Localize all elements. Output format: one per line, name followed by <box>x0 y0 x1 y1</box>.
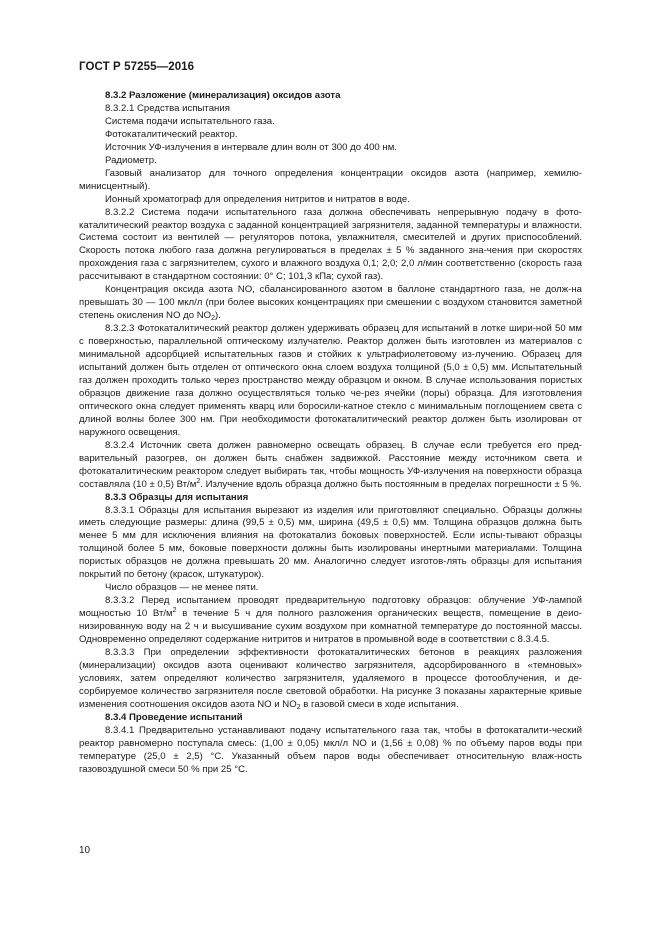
paragraph <box>79 440 582 492</box>
section-heading: 8.3.4 Проведение испытаний <box>105 711 243 723</box>
superscript: 2 <box>196 477 201 485</box>
subscript: 2 <box>211 315 216 323</box>
text-run: Концентрация оксида азота NO, сбалансированного азотом в баллоне стандартного газа, не долж-на превышать 30 — 100 мкл/л (при более высоких концентрациях при смешении с воздухом становится заметной степень окисления NO до NO <box>79 284 582 322</box>
list-item: Фотокаталитический реактор. <box>105 128 238 140</box>
list-item: Ионный хроматограф для определения нитритов и нитратов в воде. <box>105 193 410 205</box>
text-run: . Излучение вдоль образца должно быть постоянным в пределах погрешности ± 5 %. <box>200 478 582 490</box>
text-run: 8.3.3.2 Перед испытанием проводят предварительную подготовку образцов: облучение УФ-лампой мощностью 10 Вт/м <box>79 595 582 620</box>
paragraph <box>79 595 582 647</box>
paragraph <box>79 284 582 323</box>
page-number: 10 <box>79 845 91 856</box>
section-heading: 8.3.3 Образцы для испытания <box>105 491 249 503</box>
section-heading: 8.3.2 Разложение (минерализация) оксидов азота <box>105 90 341 101</box>
paragraph: 8.3.4.1 Предварительно устанавливают подачу испытательного газа так, чтобы в фотокаталити-ческий реактор равномерно поступала смесь: (1,00 ± 0,05) мкл/л NO и (1,56 ± 0,08) % по объему паров воды при температуре (25,0 ± 2,5) °С. Указанный объем паров воды обеспечивает относительную влаж-ность газовоздушной смеси 50 % при 25 °С. <box>79 724 582 775</box>
text-run: ). <box>215 310 221 322</box>
list-item: Система подачи испытательного газа. <box>105 115 275 127</box>
document-header: ГОСТ Р 57255—2016 <box>79 61 195 73</box>
paragraph <box>79 647 582 712</box>
paragraph: Число образцов — не менее пяти. <box>105 582 259 594</box>
text-run: в течение 5 ч для полного разложения органических веществ, помещение в деио-низированную воду на 2 ч и высушивание сухим воздухом при комнатной температуре до постоянной массы. Одновременно определяют содержание нитритов и нитратов в промывной воде в соответствии с 8.3.4.5. <box>79 608 582 646</box>
paragraph: 8.3.2.1 Средства испытания <box>105 102 230 114</box>
document-body <box>79 90 582 777</box>
subscript: 2 <box>296 703 301 711</box>
text-run: 8.3.3.3 При определении эффективности фотокаталитических бетонов в реакциях разложения (минерализации) оксидов азота оценивают количество загрязнителя, адсорбированного в «темновых» условиях, затем определяют количество загрязнителя, удаляемого в процессе фотооблучения, и де-сорбируемое количество загрязнителя после световой обработки. На рисунке 3 показаны характерные кривые изменения соотношения оксидов азота NO и NO <box>79 646 582 710</box>
paragraph: 8.3.2.2 Система подачи испытательного газа должна обеспечивать непрерывную подачу в фото-каталитический реактор воздуха с заданной концентрацией загрязнителя, заданной температуры и влажности. Система состоит из вентилей — регуляторов потока, увлажнителя, смесителей и других приспособлений. Скорость потока любого газа должна регулироваться в пределах ± 5 % заданного зна-чения при скоростях прохождения газа с загрязнителем, сухого и влажного воздуха 0,1; 2,0; 2,0 л/мин соответственно (скорость газа рассчитывают в стандартном состоянии: 0° С; 101,3 кПа; сухой газ). <box>79 206 582 283</box>
list-item: Радиометр. <box>105 154 157 166</box>
list-item: Газовый анализатор для точного определения концентрации оксидов азота (например, хемилю-минисцентный). <box>79 167 582 192</box>
paragraph: 8.3.3.1 Образцы для испытания вырезают из изделия или приготовляют специально. Образцы должны иметь следующие размеры: длина (99,5 ± 0,5) мм, ширина (49,5 ± 0,5) мм. Толщина образцов должна быть менее 5 мм для исключения влияния на фотокатализ боковых поверхностей. Если испы-тывают образцы толщиной более 5 мм, боковые поверхности должны быть изолированы инертными материалами. Толщина пористых образцов не должна превышать 20 мм. Аналогично следует изготов-лять образцы для испытания покрытий по бетону (красок, штукатурок). <box>79 504 582 581</box>
paragraph: 8.3.2.3 Фотокаталитический реактор должен удерживать образец для испытаний в лотке шири-ной 50 мм с поверхностью, параллельной оптическому излучателю. Реактор должен быть изготовлен из материалов с минимальной адсорбцией испытательных газов и стойких к ультрафиолетовому из-лучению. Образец для испытаний должен быть отделен от оптического окна слоем воздуха толщиной (5,0 ± 0,5) мм. Испытательный газ должен проходить только через пространство между образцом и окном. В случае использования пористых образцов движение газа должно осуществляться только че-рез ячейки (поры) образца. Для изготовления оптического окна следует применять кварц или боросили-катное стекло с минимальным поглощением света с длиной волны более 300 нм. При необходимости фотокаталитический реактор должен быть изолирован от наружного освещения. <box>79 323 582 438</box>
text-run: в газовой смеси в ходе испытания. <box>303 698 459 710</box>
superscript: 2 <box>172 607 177 615</box>
text-run: 8.3.2.4 Источник света должен равномерно освещать образец. В случае если требуется его пред-варительный разогрев, он должен быть снабжен задвижкой. Расстояние между источником света и фотокаталитическим реактором следует выбирать так, чтобы мощность УФ-излучения на поверхности образца составляла (10 ± 0,5) Вт/м <box>79 439 582 490</box>
list-item: Источник УФ-излучения в интервале длин волн от 300 до 400 нм. <box>105 141 397 153</box>
